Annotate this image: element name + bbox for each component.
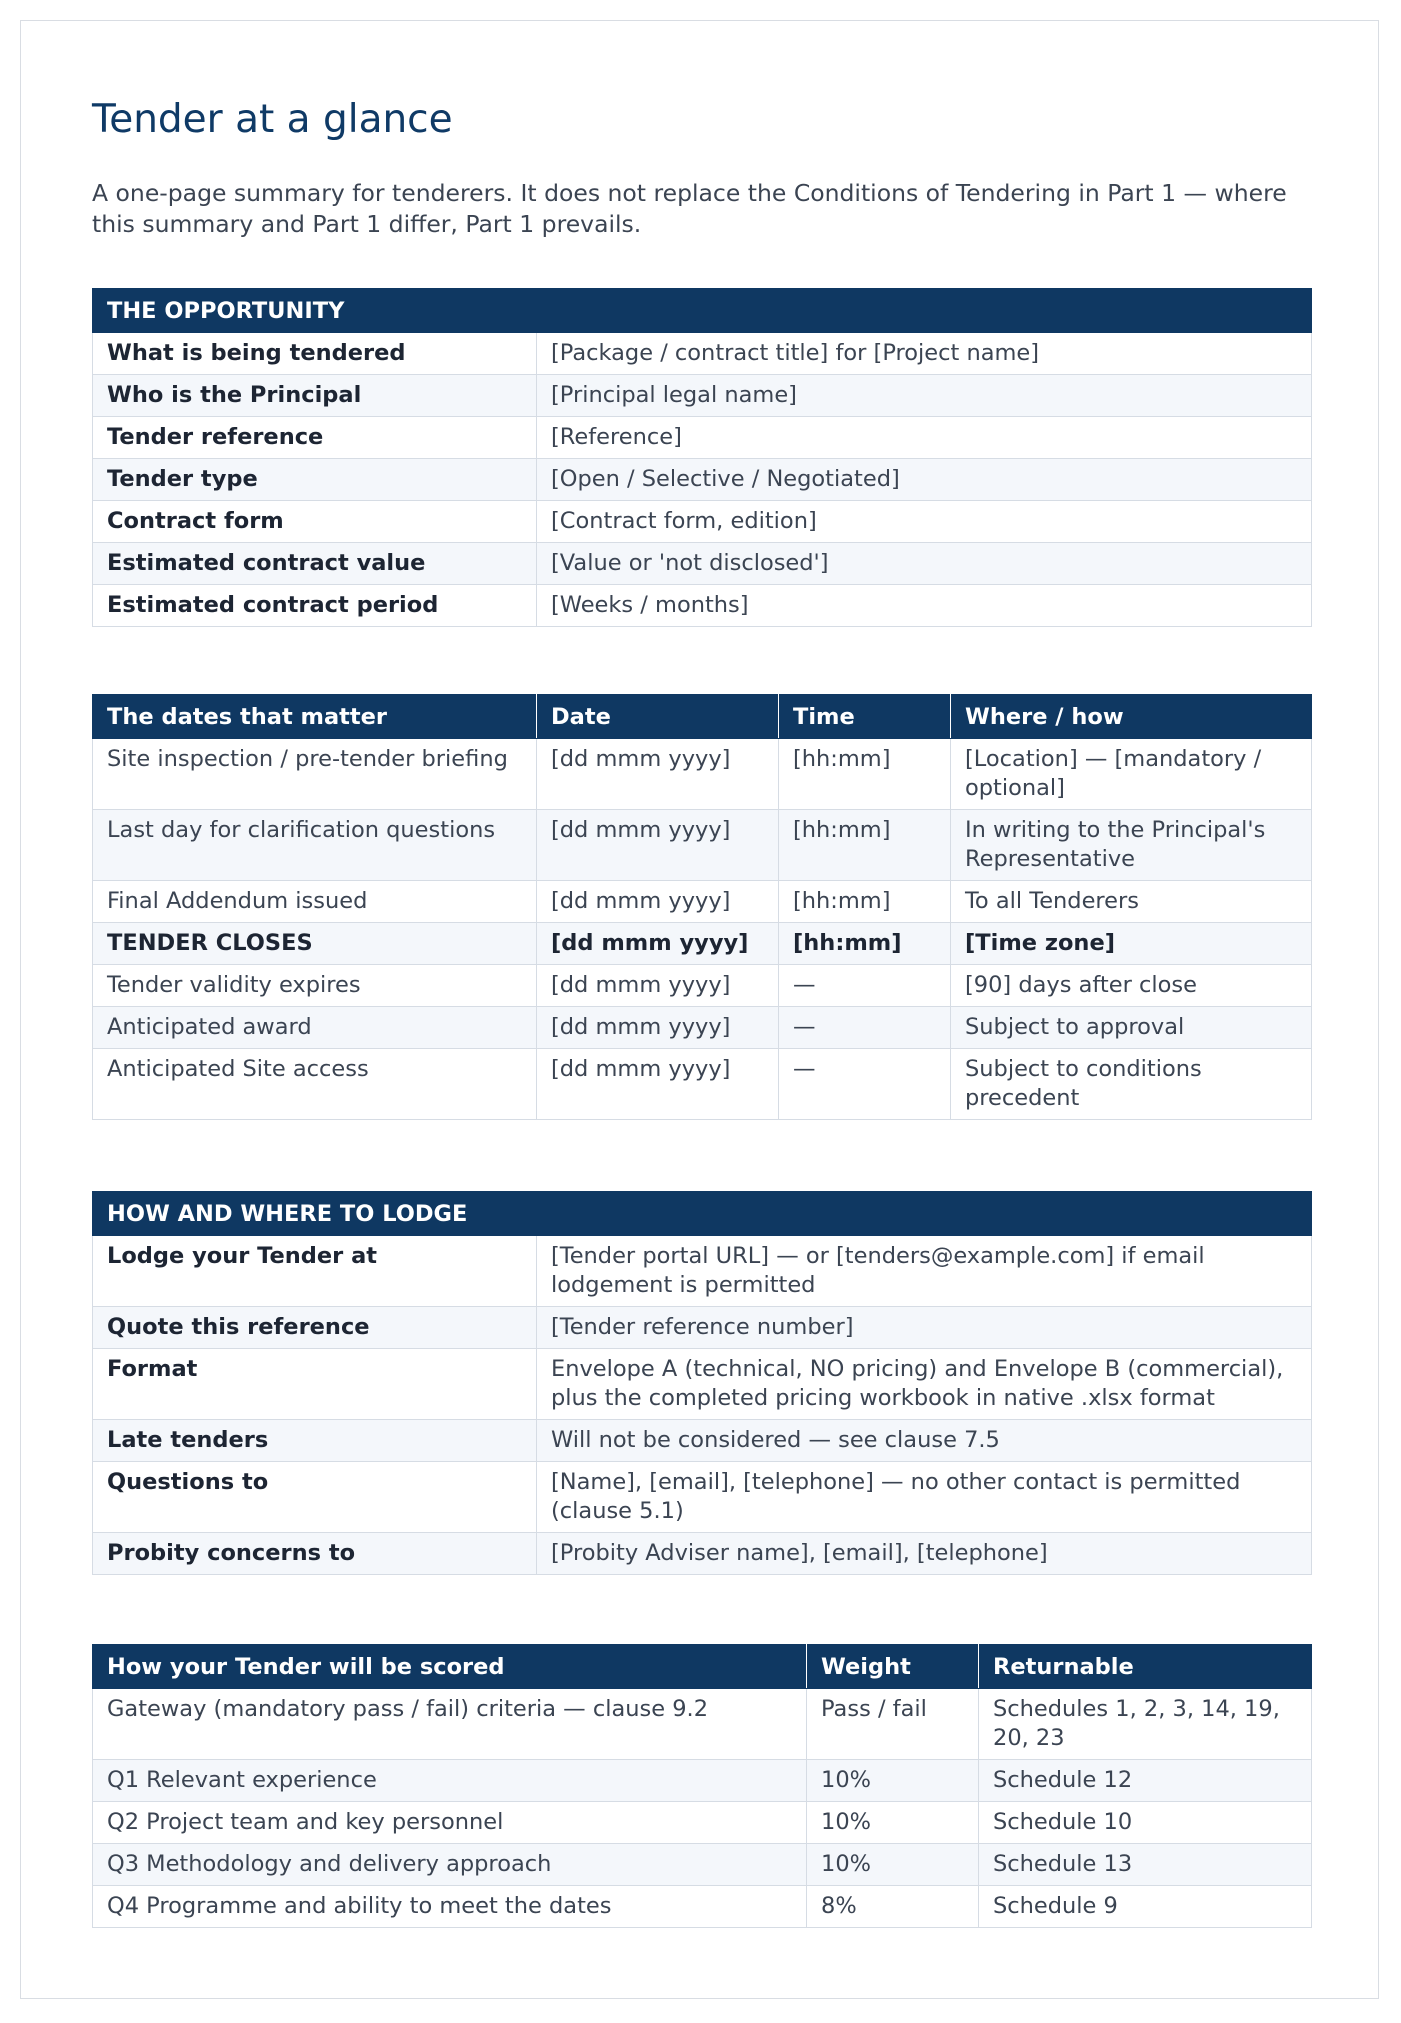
row-value: [Package / contract title] for [Project name] xyxy=(537,333,1312,375)
time-value: [hh:mm] xyxy=(779,739,951,810)
row-label: Tender type xyxy=(93,459,537,501)
row-label: Format xyxy=(93,1349,537,1420)
returnable: Schedule 12 xyxy=(979,1760,1312,1802)
criterion: Q3 Methodology and delivery approach xyxy=(93,1844,807,1886)
dates-header-time: Time xyxy=(779,695,951,739)
where-value: [Location] — [mandatory / optional] xyxy=(951,739,1312,810)
date-event: Site inspection / pre-tender briefing xyxy=(93,739,537,810)
table-row xyxy=(93,1462,1312,1533)
opportunity-header: THE OPPORTUNITY xyxy=(93,289,1312,333)
time-value: [hh:mm] xyxy=(779,923,951,965)
table-row xyxy=(93,1307,1312,1349)
dates-header-where: Where / how xyxy=(951,695,1312,739)
table-row xyxy=(93,739,1312,810)
time-value: [hh:mm] xyxy=(779,881,951,923)
intro-paragraph: A one-page summary for tenderers. It does not replace the Conditions of Tendering in Part 1 — where this summary and Part 1 differ, Part 1 prevails. xyxy=(92,179,1287,238)
scoring-header-weight: Weight xyxy=(807,1645,979,1689)
returnable: Schedules 1, 2, 3, 14, 19, 20, 23 xyxy=(979,1689,1312,1760)
date-event: Anticipated award xyxy=(93,1007,537,1049)
time-value: — xyxy=(779,1049,951,1120)
lodge-header-row xyxy=(93,1192,1312,1236)
criterion: Q1 Relevant experience xyxy=(93,1760,807,1802)
scoring-header-returnable: Returnable xyxy=(979,1645,1312,1689)
lodge-table xyxy=(92,1191,1312,1575)
row-label: Tender reference xyxy=(93,417,537,459)
date-value: [dd mmm yyyy] xyxy=(537,881,779,923)
row-value: [Weeks / months] xyxy=(537,585,1312,627)
date-value: [dd mmm yyyy] xyxy=(537,1049,779,1120)
date-event: TENDER CLOSES xyxy=(93,923,537,965)
table-row xyxy=(93,1420,1312,1462)
where-value: Subject to approval xyxy=(951,1007,1312,1049)
where-value: [Time zone] xyxy=(951,923,1312,965)
date-value: [dd mmm yyyy] xyxy=(537,965,779,1007)
row-label: What is being tendered xyxy=(93,333,537,375)
weight: 10% xyxy=(807,1802,979,1844)
table-row xyxy=(93,1886,1312,1928)
table-row xyxy=(93,1349,1312,1420)
table-row-tender-closes xyxy=(93,923,1312,965)
table-row xyxy=(93,333,1312,375)
date-event: Anticipated Site access xyxy=(93,1049,537,1120)
returnable: Schedule 13 xyxy=(979,1844,1312,1886)
table-row xyxy=(93,1533,1312,1575)
weight: 10% xyxy=(807,1844,979,1886)
table-row xyxy=(93,1689,1312,1760)
lodge-header: HOW AND WHERE TO LODGE xyxy=(93,1192,1312,1236)
row-value: [Open / Selective / Negotiated] xyxy=(537,459,1312,501)
row-label: Estimated contract value xyxy=(93,543,537,585)
row-label: Questions to xyxy=(93,1462,537,1533)
returnable: Schedule 9 xyxy=(979,1886,1312,1928)
table-row xyxy=(93,501,1312,543)
criterion: Q2 Project team and key personnel xyxy=(93,1802,807,1844)
table-row xyxy=(93,881,1312,923)
where-value: Subject to conditions precedent xyxy=(951,1049,1312,1120)
scoring-header-criterion: How your Tender will be scored xyxy=(93,1645,807,1689)
page-title: Tender at a glance xyxy=(92,97,453,142)
table-row xyxy=(93,1236,1312,1307)
table-row xyxy=(93,543,1312,585)
dates-table xyxy=(92,694,1312,1120)
row-value: [Principal legal name] xyxy=(537,375,1312,417)
row-value: [Probity Adviser name], [email], [telephone] xyxy=(537,1533,1312,1575)
row-label: Quote this reference xyxy=(93,1307,537,1349)
scoring-header-row xyxy=(93,1645,1312,1689)
date-value: [dd mmm yyyy] xyxy=(537,923,779,965)
date-event: Tender validity expires xyxy=(93,965,537,1007)
weight: Pass / fail xyxy=(807,1689,979,1760)
table-row xyxy=(93,1844,1312,1886)
opportunity-header-row xyxy=(93,289,1312,333)
table-row xyxy=(93,417,1312,459)
row-value: [Value or 'not disclosed'] xyxy=(537,543,1312,585)
row-value: [Tender portal URL] — or [tenders@example.com] if email lodgement is permitted xyxy=(537,1236,1312,1307)
row-value: [Name], [email], [telephone] — no other contact is permitted (clause 5.1) xyxy=(537,1462,1312,1533)
row-label: Contract form xyxy=(93,501,537,543)
scoring-table xyxy=(92,1644,1312,1928)
criterion: Q4 Programme and ability to meet the dates xyxy=(93,1886,807,1928)
time-value: [hh:mm] xyxy=(779,810,951,881)
row-value: Envelope A (technical, NO pricing) and Envelope B (commercial), plus the completed pricing workbook in native .xlsx format xyxy=(537,1349,1312,1420)
where-value: [90] days after close xyxy=(951,965,1312,1007)
dates-header-event: The dates that matter xyxy=(93,695,537,739)
dates-header-date: Date xyxy=(537,695,779,739)
table-row xyxy=(93,375,1312,417)
date-value: [dd mmm yyyy] xyxy=(537,1007,779,1049)
row-label: Lodge your Tender at xyxy=(93,1236,537,1307)
table-row xyxy=(93,585,1312,627)
row-label: Estimated contract period xyxy=(93,585,537,627)
table-row xyxy=(93,810,1312,881)
time-value: — xyxy=(779,1007,951,1049)
opportunity-table xyxy=(92,288,1312,627)
dates-header-row xyxy=(93,695,1312,739)
table-row xyxy=(93,1760,1312,1802)
table-row xyxy=(93,1007,1312,1049)
criterion: Gateway (mandatory pass / fail) criteria — clause 9.2 xyxy=(93,1689,807,1760)
where-value: In writing to the Principal's Representative xyxy=(951,810,1312,881)
row-value: Will not be considered — see clause 7.5 xyxy=(537,1420,1312,1462)
table-row xyxy=(93,1802,1312,1844)
table-row xyxy=(93,965,1312,1007)
date-value: [dd mmm yyyy] xyxy=(537,810,779,881)
date-event: Last day for clarification questions xyxy=(93,810,537,881)
weight: 10% xyxy=(807,1760,979,1802)
row-label: Probity concerns to xyxy=(93,1533,537,1575)
table-row xyxy=(93,1049,1312,1120)
date-value: [dd mmm yyyy] xyxy=(537,739,779,810)
row-value: [Reference] xyxy=(537,417,1312,459)
where-value: To all Tenderers xyxy=(951,881,1312,923)
date-event: Final Addendum issued xyxy=(93,881,537,923)
table-row xyxy=(93,459,1312,501)
returnable: Schedule 10 xyxy=(979,1802,1312,1844)
row-value: [Contract form, edition] xyxy=(537,501,1312,543)
time-value: — xyxy=(779,965,951,1007)
document-page xyxy=(20,20,1379,1999)
row-label: Who is the Principal xyxy=(93,375,537,417)
row-value: [Tender reference number] xyxy=(537,1307,1312,1349)
weight: 8% xyxy=(807,1886,979,1928)
row-label: Late tenders xyxy=(93,1420,537,1462)
